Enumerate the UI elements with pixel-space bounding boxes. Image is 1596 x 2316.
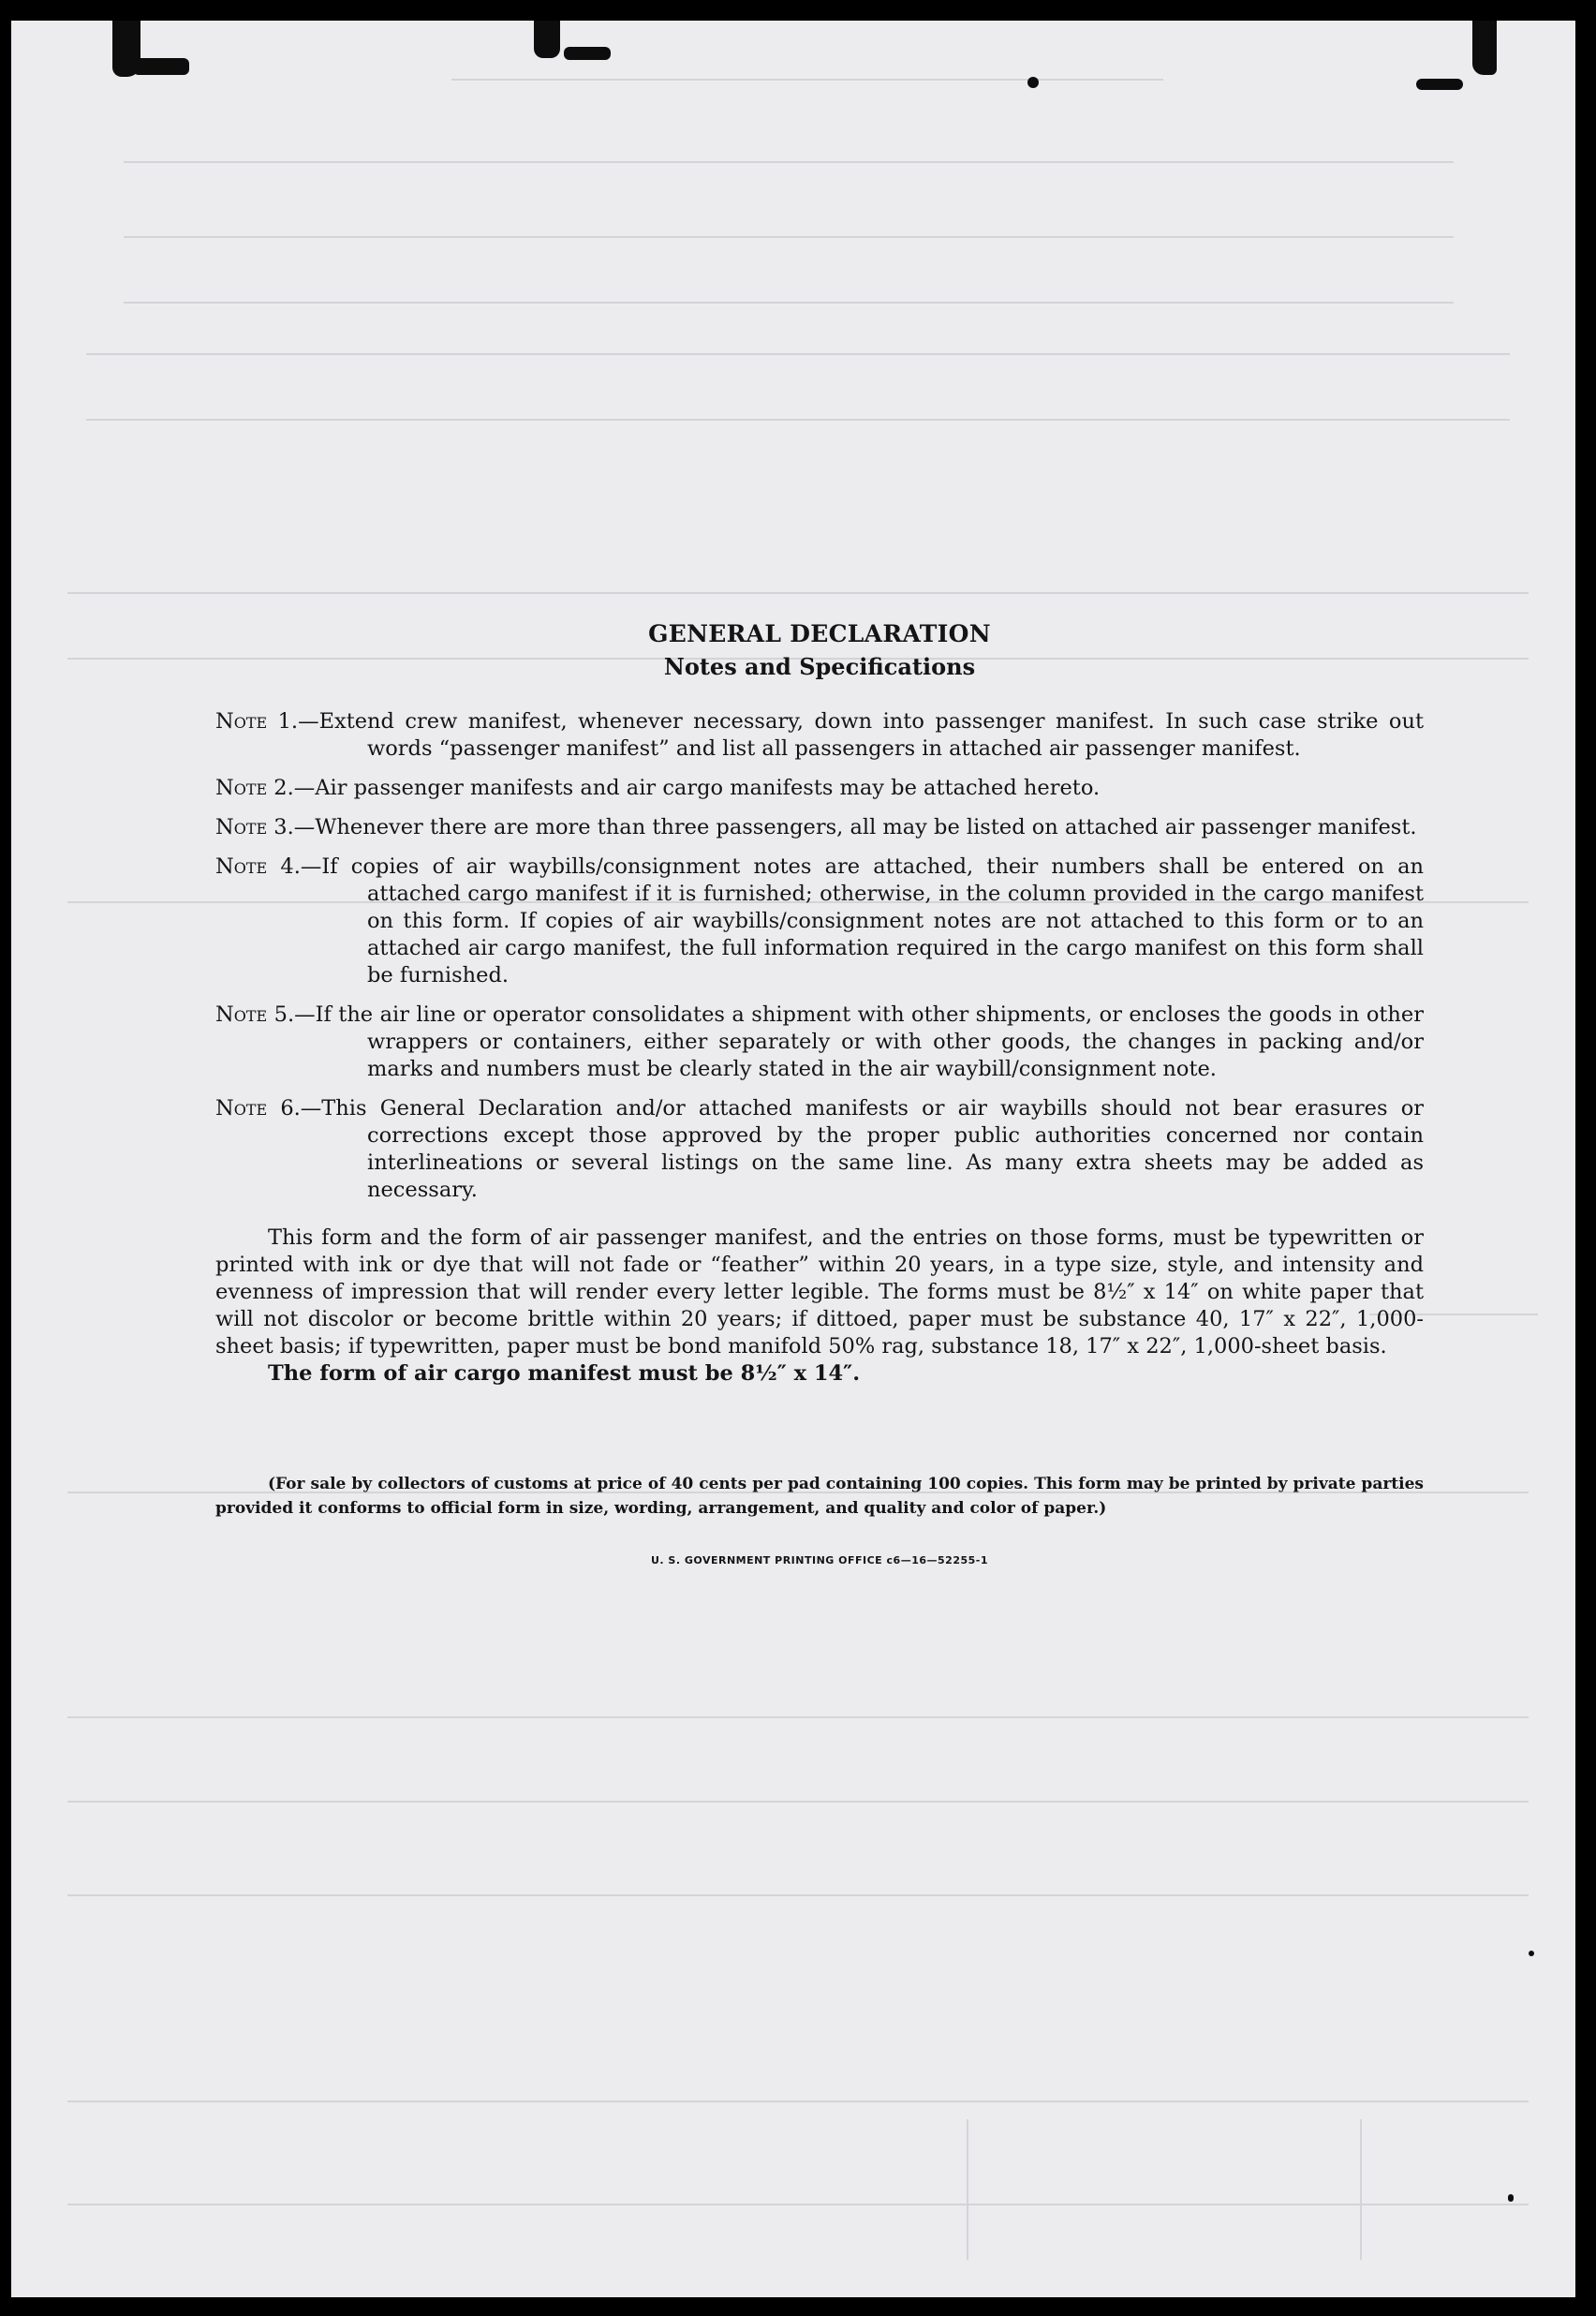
note-text: —If copies of air waybills/consignment notes are attached, their numbers shall be entered on an attached cargo manifest if it is furnished; otherwise, in the column provided in the cargo manifest on this form. If copies of air waybills/consignment notes are not attached to this form or to an attached air cargo manifest, the full information required in the cargo manifest on this form shall be furnished. xyxy=(300,854,1424,987)
paper-damage-mark xyxy=(1529,1951,1534,1956)
note-text: —Air passenger manifests and air cargo manifests may be attached hereto. xyxy=(293,776,1101,800)
cargo-manifest-size-line: The form of air cargo manifest must be 8½″ x 14″. xyxy=(268,1361,861,1386)
document-title: GENERAL DECLARATION xyxy=(648,620,991,647)
note-label: Note 1. xyxy=(215,709,299,734)
note-text: —If the air line or operator consolidates a shipment with other shipments, or encloses the goods in other wrappers or containers, either separately or with other goods, the changes in packing and/or marks and numbers must be clearly stated in the air waybill/consignment note. xyxy=(294,1002,1424,1081)
paper-damage-mark xyxy=(1508,2194,1514,2202)
note-5 xyxy=(215,1002,1424,1083)
note-text: —Extend crew manifest, whenever necessary, down into passenger manifest. In such case strike out words “passenger manifest” and list all passengers in attached air passenger manifest. xyxy=(298,709,1424,761)
note-label: Note 2. xyxy=(215,776,294,800)
note-text: —This General Declaration and/or attached manifests or air waybills should not bear erasures or corrections except those approved by the proper public authorities concerned nor contain interlineations or several listings on the same line. As many extra sheets may be added as necessary. xyxy=(300,1096,1424,1202)
note-3 xyxy=(215,814,1424,841)
document-subtitle: Notes and Specifications xyxy=(663,653,976,680)
paper-damage-mark xyxy=(564,47,611,60)
paper-damage-mark xyxy=(1472,21,1497,75)
declaration-notes xyxy=(215,620,1424,1566)
note-label: Note 6. xyxy=(215,1096,301,1121)
note-2 xyxy=(215,775,1424,802)
note-1 xyxy=(215,708,1424,763)
note-4 xyxy=(215,854,1424,989)
printer-imprint: U. S. GOVERNMENT PRINTING OFFICE c6—16—52255-1 xyxy=(650,1554,988,1566)
note-label: Note 3. xyxy=(215,815,294,839)
note-text: —Whenever there are more than three passengers, all may be listed on attached air passenger manifest. xyxy=(293,815,1417,839)
form-specification-paragraph: This form and the form of air passenger manifest, and the entries on those forms, must be typewritten or printed with ink or dye that will not fade or “feather” within 20 years, in a type size, style, and intensity and evenness of impression that will render every letter legible. The forms must be 8½″ x 14″ on white paper that will not discolor or become brittle within 20 years; if dittoed, paper must be substance 40, 17″ x 22″, 1,000-sheet basis; if typewritten, paper must be bond manifold 50% rag, substance 18, 17″ x 22″, 1,000-sheet basis. xyxy=(215,1225,1424,1358)
note-label: Note 5. xyxy=(215,1002,295,1027)
note-label: Note 4. xyxy=(215,854,301,879)
paper-damage-mark xyxy=(1027,77,1039,88)
document-page xyxy=(11,21,1575,2297)
paper-damage-mark xyxy=(1416,79,1463,90)
sale-notice: (For sale by collectors of customs at price of 40 cents per pad containing 100 copies. This form may be printed by private parties provided it conforms to official form in size, wording, arrangement, and quality and color of paper.) xyxy=(215,1475,1424,1518)
paper-damage-mark xyxy=(133,58,189,75)
paper-damage-mark xyxy=(534,21,560,58)
note-6 xyxy=(215,1095,1424,1204)
